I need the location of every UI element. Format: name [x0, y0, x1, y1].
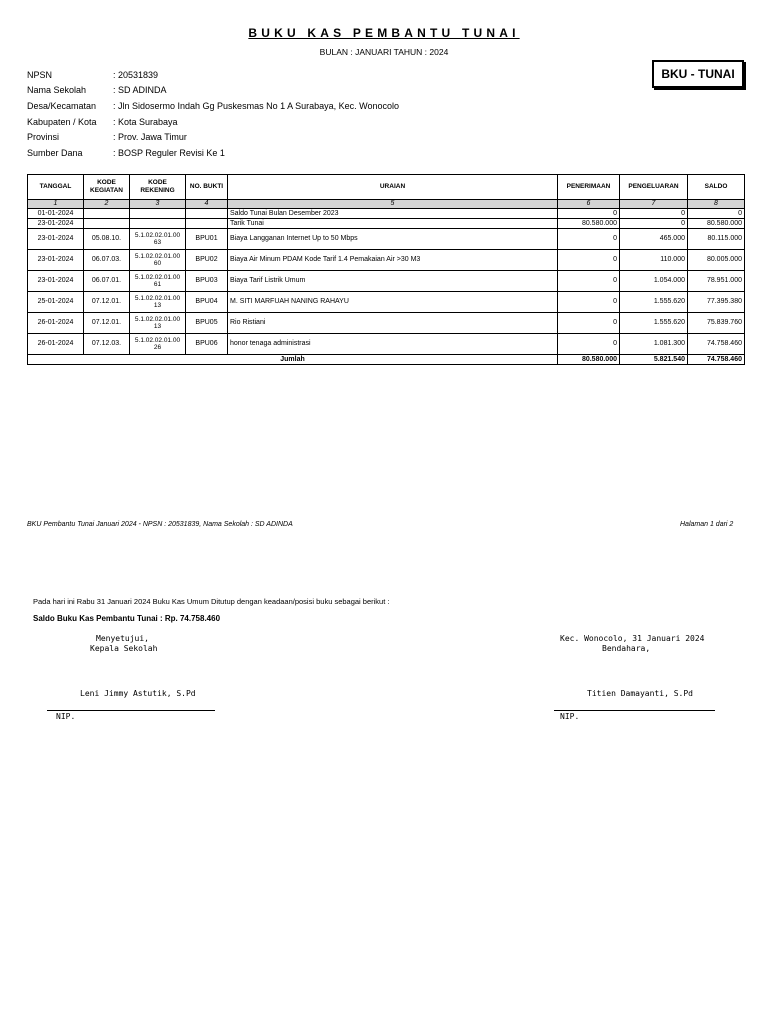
cell-receipt-no: BPU06	[186, 334, 228, 355]
cell-date: 01-01-2024	[28, 209, 84, 219]
cell-description: Biaya Langganan Internet Up to 50 Mbps	[228, 229, 558, 250]
table-row	[28, 334, 745, 355]
column-number: 7	[620, 200, 688, 209]
cell-description: Biaya Air Minum PDAM Kode Tarif 1.4 Pemakaian Air >30 M3	[228, 250, 558, 271]
table-row	[28, 250, 745, 271]
column-number: 4	[186, 200, 228, 209]
column-header: KODE REKENING	[130, 175, 186, 200]
document-title: BUKU KAS PEMBANTU TUNAI	[248, 26, 520, 40]
table-row	[28, 271, 745, 292]
cell-activity-code: 07.12.01.	[84, 313, 130, 334]
info-value-school: : SD ADINDA	[113, 85, 167, 95]
cell-income: 0	[558, 229, 620, 250]
cell-balance: 74.758.460	[688, 334, 745, 355]
cell-activity-code: 06.07.01.	[84, 271, 130, 292]
treasurer-name: Titien Damayanti, S.Pd	[587, 689, 693, 698]
column-number: 3	[130, 200, 186, 209]
cell-receipt-no: BPU02	[186, 250, 228, 271]
total-saldo: 74.758.460	[688, 355, 745, 365]
table-row	[28, 313, 745, 334]
cell-balance: 80.115.000	[688, 229, 745, 250]
cell-receipt-no: BPU05	[186, 313, 228, 334]
page-footer-text: BKU Pembantu Tunai Januari 2024 - NPSN : 20531839, Nama Sekolah : SD ADINDA	[27, 521, 293, 528]
cell-income: 0	[558, 292, 620, 313]
cell-activity-code: 07.12.01.	[84, 292, 130, 313]
treasurer-nip: NIP.	[560, 712, 580, 721]
total-penerimaan: 80.580.000	[558, 355, 620, 365]
cell-date: 23-01-2024	[28, 250, 84, 271]
closing-balance: Saldo Buku Kas Pembantu Tunai : Rp. 74.758.460	[33, 614, 221, 623]
principal-name: Leni Jimmy Astutik, S.Pd	[80, 689, 196, 698]
cell-expense: 1.555.620	[620, 292, 688, 313]
signature-line	[47, 710, 215, 711]
cell-receipt-no	[186, 209, 228, 219]
column-header: URAIAN	[228, 175, 558, 200]
cell-date: 26-01-2024	[28, 313, 84, 334]
cell-date: 25-01-2024	[28, 292, 84, 313]
bku-tunai-badge: BKU - TUNAI	[652, 60, 744, 88]
closing-statement: Pada hari ini Rabu 31 Januari 2024 Buku Kas Umum Ditutup dengan keadaan/posisi buku sebagai berikut :	[33, 597, 390, 606]
cell-expense: 0	[620, 219, 688, 229]
page-number: Halaman 1 dari 2	[680, 521, 734, 528]
cell-income: 0	[558, 334, 620, 355]
column-number: 2	[84, 200, 130, 209]
cell-activity-code: 06.07.03.	[84, 250, 130, 271]
cell-activity-code	[84, 209, 130, 219]
treasurer-role: Bendahara,	[602, 644, 651, 653]
cell-description: Biaya Tarif Listrik Umum	[228, 271, 558, 292]
info-value-fund: : BOSP Reguler Revisi Ke 1	[113, 148, 225, 158]
cell-income: 0	[558, 209, 620, 219]
info-label-city: Kabupaten / Kota	[27, 117, 97, 127]
cell-description: Saldo Tunai Bulan Desember 2023	[228, 209, 558, 219]
info-label-fund: Sumber Dana	[27, 148, 83, 158]
table-header-row	[28, 175, 745, 200]
cell-activity-code: 07.12.03.	[84, 334, 130, 355]
cell-account-code: 5.1.02.02.01.00 13	[130, 313, 186, 334]
cell-date: 23-01-2024	[28, 229, 84, 250]
cell-receipt-no: BPU03	[186, 271, 228, 292]
cell-income: 0	[558, 250, 620, 271]
cell-expense: 0	[620, 209, 688, 219]
total-row	[28, 355, 745, 365]
cell-expense: 110.000	[620, 250, 688, 271]
table-row	[28, 209, 745, 219]
column-number: 6	[558, 200, 620, 209]
cell-account-code: 5.1.02.02.01.00 13	[130, 292, 186, 313]
cell-balance: 80.005.000	[688, 250, 745, 271]
cell-income: 80.580.000	[558, 219, 620, 229]
signature-line	[554, 710, 715, 711]
cell-receipt-no	[186, 219, 228, 229]
column-number: 8	[688, 200, 745, 209]
cell-account-code: 5.1.02.02.01.00 26	[130, 334, 186, 355]
cell-account-code: 5.1.02.02.01.00 63	[130, 229, 186, 250]
info-label-school: Nama Sekolah	[27, 85, 87, 95]
column-header: PENGELUARAN	[620, 175, 688, 200]
cell-income: 0	[558, 313, 620, 334]
cell-account-code: 5.1.02.02.01.00 60	[130, 250, 186, 271]
total-label: Jumlah	[28, 355, 558, 365]
cell-balance: 75.839.760	[688, 313, 745, 334]
cell-balance: 0	[688, 209, 745, 219]
info-label-province: Provinsi	[27, 132, 60, 142]
approval-label: Menyetujui,	[96, 634, 149, 643]
table-row	[28, 219, 745, 229]
total-pengeluaran: 5.821.540	[620, 355, 688, 365]
info-value-npsn: : 20531839	[113, 70, 159, 80]
column-number: 5	[228, 200, 558, 209]
cell-activity-code: 05.08.10.	[84, 229, 130, 250]
cell-expense: 465.000	[620, 229, 688, 250]
info-value-address: : Jln Sidosermo Indah Gg Puskesmas No 1 A Surabaya, Kec. Wonocolo	[113, 101, 399, 111]
cell-expense: 1.555.620	[620, 313, 688, 334]
cell-balance: 80.580.000	[688, 219, 745, 229]
info-value-province: : Prov. Jawa Timur	[113, 132, 187, 142]
cell-description: honor tenaga administrasi	[228, 334, 558, 355]
table-row	[28, 292, 745, 313]
cell-description: M. SITI MARFUAH NANING RAHAYU	[228, 292, 558, 313]
cell-activity-code	[84, 219, 130, 229]
cell-account-code	[130, 209, 186, 219]
cell-balance: 78.951.000	[688, 271, 745, 292]
principal-role: Kepala Sekolah	[90, 644, 158, 653]
info-label-npsn: NPSN	[27, 70, 53, 80]
place-date: Kec. Wonocolo, 31 Januari 2024	[560, 634, 705, 643]
cell-description: Tarik Tunai	[228, 219, 558, 229]
column-header: NO. BUKTI	[186, 175, 228, 200]
info-label-address: Desa/Kecamatan	[27, 101, 97, 111]
column-number: 1	[28, 200, 84, 209]
cell-date: 23-01-2024	[28, 219, 84, 229]
column-header: TANGGAL	[28, 175, 84, 200]
cell-receipt-no: BPU04	[186, 292, 228, 313]
cell-account-code: 5.1.02.02.01.00 61	[130, 271, 186, 292]
column-number-row	[28, 200, 745, 209]
column-header: PENERIMAAN	[558, 175, 620, 200]
cell-expense: 1.081.300	[620, 334, 688, 355]
document-subtitle: BULAN : JANUARI TAHUN : 2024	[319, 47, 449, 57]
column-header: KODE KEGIATAN	[84, 175, 130, 200]
info-value-city: : Kota Surabaya	[113, 117, 178, 127]
cash-book-table	[27, 174, 745, 365]
cell-receipt-no: BPU01	[186, 229, 228, 250]
cell-date: 23-01-2024	[28, 271, 84, 292]
cell-description: Rio Ristiani	[228, 313, 558, 334]
principal-nip: NIP.	[56, 712, 76, 721]
cell-expense: 1.054.000	[620, 271, 688, 292]
cell-income: 0	[558, 271, 620, 292]
table-row	[28, 229, 745, 250]
cell-balance: 77.395.380	[688, 292, 745, 313]
cell-date: 26-01-2024	[28, 334, 84, 355]
column-header: SALDO	[688, 175, 745, 200]
cell-account-code	[130, 219, 186, 229]
